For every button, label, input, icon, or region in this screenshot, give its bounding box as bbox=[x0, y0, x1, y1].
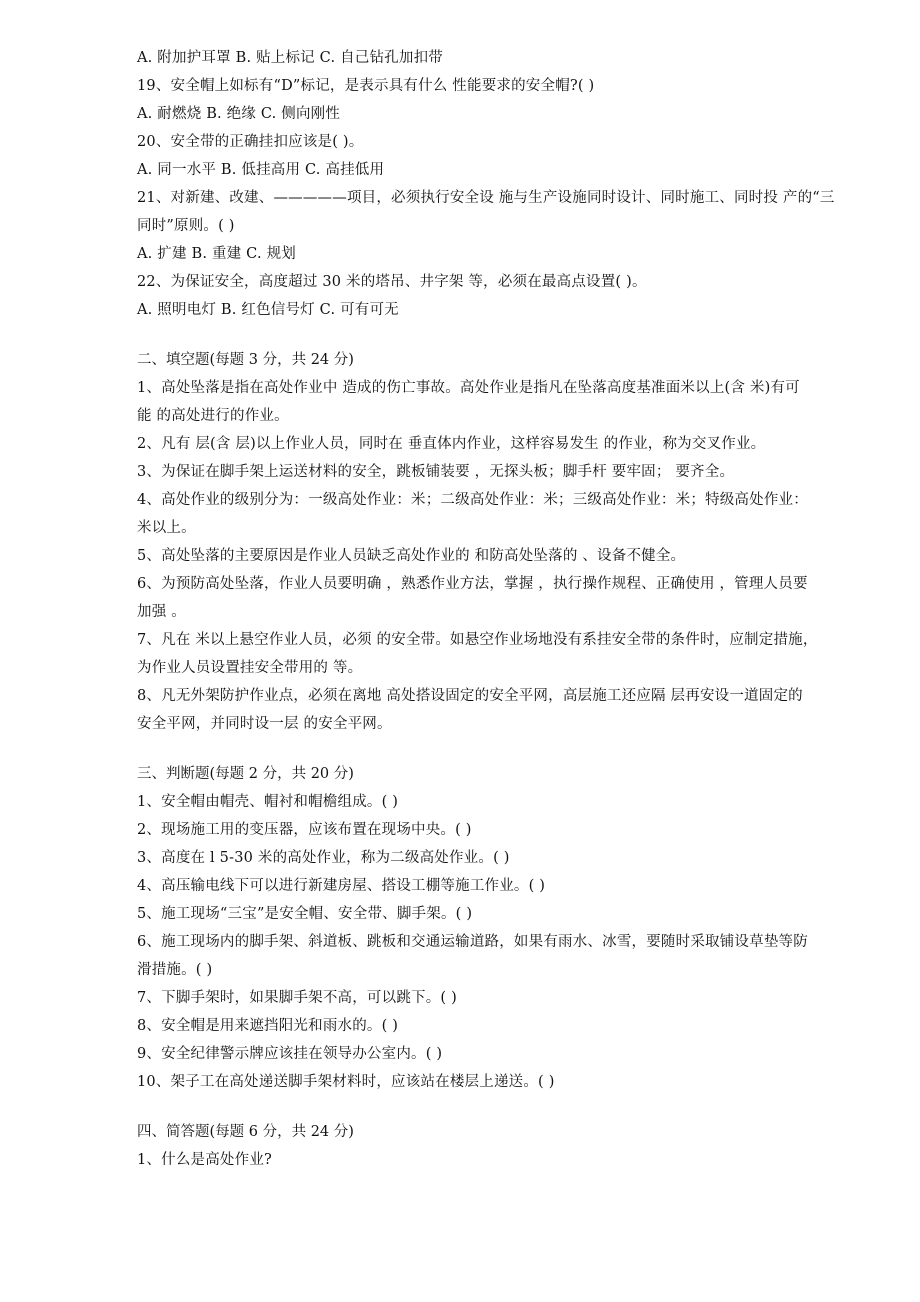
fill-line: 米以上。 bbox=[137, 520, 196, 536]
section-fill-in bbox=[137, 346, 867, 738]
answer-line: 1、什么是高处作业? bbox=[137, 1152, 272, 1168]
section-gap bbox=[137, 738, 867, 760]
fill-line: 6、为预防高处坠落，作业人员要明确 ，熟悉作业方法，掌握 ，执行操作规程、正确使用 ，管理人员要 bbox=[137, 576, 808, 592]
fill-line: 加强 。 bbox=[137, 604, 186, 620]
judge-line: 10、架子工在高处递送脚手架材料时，应该站在楼层上递送。( ) bbox=[137, 1074, 555, 1090]
choice-line: 同时”原则。( ) bbox=[137, 218, 235, 234]
judge-line: 8、安全帽是用来遮挡阳光和雨水的。( ) bbox=[137, 1018, 399, 1034]
choice-line: 22、为保证安全，高度超过 30 米的塔吊、井字架 等，必须在最高点设置( )。 bbox=[137, 274, 647, 290]
document-page bbox=[137, 44, 867, 1174]
section-gap bbox=[137, 324, 867, 346]
fill-line: 8、凡无外架防护作业点，必须在离地 高处搭设固定的安全平网，高层施工还应隔 层再安设一道固定的 bbox=[137, 688, 803, 704]
section-true-false bbox=[137, 760, 867, 1096]
fill-line: 为作业人员设置挂安全带用的 等。 bbox=[137, 660, 363, 676]
fill-line: 3、为保证在脚手架上运送材料的安全，跳板铺装要 ，无探头板；脚手杆 要牢固； 要齐全。 bbox=[137, 464, 735, 480]
section-choice-tail bbox=[137, 44, 867, 324]
judge-line: 滑措施。( ) bbox=[137, 962, 213, 978]
judge-line: 1、安全帽由帽壳、帽衬和帽檐组成。( ) bbox=[137, 794, 399, 810]
judge-line: 7、下脚手架时，如果脚手架不高，可以跳下。( ) bbox=[137, 990, 457, 1006]
choice-line: 19、安全帽上如标有“D”标记，是表示具有什么 性能要求的安全帽?( ) bbox=[137, 78, 595, 94]
judge-line: 6、施工现场内的脚手架、斜道板、跳板和交通运输道路，如果有雨水、冰雪，要随时采取铺设草垫等防 bbox=[137, 934, 808, 950]
choice-line: A. 扩建 B. 重建 C. 规划 bbox=[137, 246, 296, 262]
fill-line: 能 的高处进行的作业。 bbox=[137, 408, 289, 424]
judge-line: 2、现场施工用的变压器，应该布置在现场中央。( ) bbox=[137, 822, 472, 838]
choice-line: A. 照明电灯 B. 红色信号灯 C. 可有可无 bbox=[137, 302, 399, 318]
section-heading: 二、填空题(每题 3 分，共 24 分) bbox=[137, 352, 354, 368]
fill-line: 安全平网，并同时设一层 的安全平网。 bbox=[137, 716, 392, 732]
choice-line: A. 耐燃烧 B. 绝缘 C. 侧向刚性 bbox=[137, 106, 341, 122]
judge-line: 9、安全纪律警示牌应该挂在领导办公室内。( ) bbox=[137, 1046, 443, 1062]
fill-line: 1、高处坠落是指在高处作业中 造成的伤亡事故。高处作业是指凡在坠落高度基准面米以上(含 米)有可 bbox=[137, 380, 800, 396]
fill-line: 2、凡有 层(含 层)以上作业人员，同时在 垂直体内作业，这样容易发生 的作业，称为交叉作业。 bbox=[137, 436, 766, 452]
section-heading: 三、判断题(每题 2 分，共 20 分) bbox=[137, 766, 354, 782]
choice-line: 20、安全带的正确挂扣应该是( )。 bbox=[137, 134, 364, 150]
section-heading: 四、简答题(每题 6 分，共 24 分) bbox=[137, 1124, 354, 1140]
fill-line: 7、凡在 米以上悬空作业人员，必须 的安全带。如悬空作业场地没有系挂安全带的条件时，应制定措施， bbox=[137, 632, 818, 648]
choice-line: A. 附加护耳罩 B. 贴上标记 C. 自己钻孔加扣带 bbox=[137, 50, 443, 66]
choice-line: A. 同一水平 B. 低挂高用 C. 高挂低用 bbox=[137, 162, 385, 178]
judge-line: 4、高压输电线下可以进行新建房屋、搭设工棚等施工作业。( ) bbox=[137, 878, 546, 894]
fill-line: 4、高处作业的级别分为：一级高处作业：米；二级高处作业：米；三级高处作业：米；特级高处作业： bbox=[137, 492, 808, 508]
choice-line: 21、对新建、改建、—————项目，必须执行安全设 施与生产设施同时设计、同时施工、同时投 产的“三 bbox=[137, 190, 835, 206]
section-gap bbox=[137, 1096, 867, 1118]
judge-line: 3、高度在 l 5-30 米的高处作业，称为二级高处作业。( ) bbox=[137, 850, 510, 866]
judge-line: 5、施工现场“三宝”是安全帽、安全带、脚手架。( ) bbox=[137, 906, 473, 922]
section-short-answer bbox=[137, 1118, 867, 1174]
fill-line: 5、高处坠落的主要原因是作业人员缺乏高处作业的 和防高处坠落的 、设备不健全。 bbox=[137, 548, 686, 564]
